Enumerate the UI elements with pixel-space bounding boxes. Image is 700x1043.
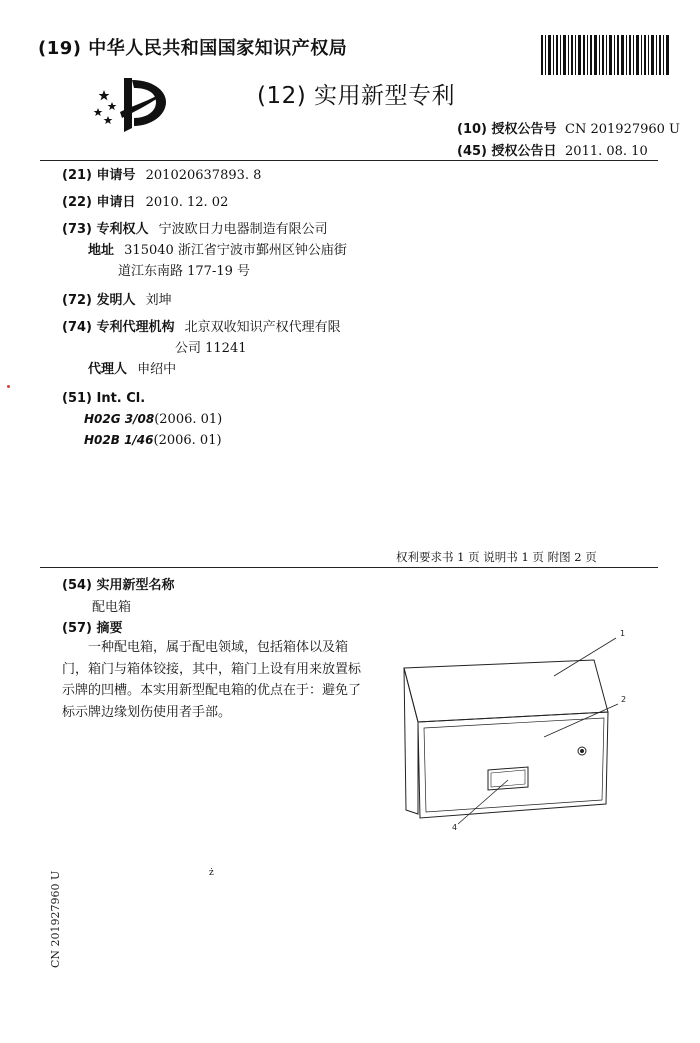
document-type: (12) 实用新型专利	[257, 83, 456, 109]
title-label: (54) 实用新型名称	[62, 578, 175, 593]
publication-date: 2011. 08. 10	[565, 144, 648, 159]
agent-row	[88, 360, 176, 380]
figure-label-2: 2	[621, 695, 627, 704]
stray-mark: ż	[209, 868, 214, 878]
ipc-item	[84, 409, 222, 430]
agent-label: 代理人	[88, 362, 128, 377]
side-publication-text: CN 201927960 U	[49, 870, 62, 968]
ipc-item	[84, 430, 222, 451]
agency-row	[62, 318, 341, 338]
figure-label-1: 1	[620, 629, 626, 638]
cnipa-logo	[90, 72, 172, 134]
application-number-row	[62, 166, 261, 186]
box-door	[418, 712, 608, 818]
page-count-line: 权利要求书 1 页 说明书 1 页 附图 2 页	[396, 550, 597, 564]
ipc-code: H02B 1/46	[84, 433, 154, 447]
barcode	[541, 35, 669, 75]
stray-red-dot	[7, 385, 10, 388]
ipc-label	[62, 389, 145, 409]
agency-label: (74) 专利代理机构	[62, 320, 175, 335]
application-date-label: (22) 申请日	[62, 195, 136, 210]
abstract-text: 一种配电箱，属于配电领域，包括箱体以及箱门，箱门与箱体铰接，其中，箱门上设有用来放置标示牌的凹槽。本实用新型配电箱的优点在于：避免了标示牌边缘划伤使用者手部。	[62, 640, 362, 720]
publication-number: CN 201927960 U	[565, 122, 681, 137]
leader-line-4	[458, 780, 508, 824]
agency-line-2: 公司 11241	[175, 341, 247, 356]
abstract-divider	[40, 567, 658, 568]
ipc-year: (2006. 01)	[153, 433, 222, 448]
ipc-code: H02G 3/08	[84, 412, 155, 426]
publication-number-label: (10) 授权公告号	[457, 122, 557, 137]
inventor-label: (72) 发明人	[62, 293, 136, 308]
inventor-row	[62, 291, 172, 311]
ipc-label-text: (51) Int. Cl.	[62, 391, 146, 406]
patentee-row	[62, 220, 328, 240]
address-line-1: 315040 浙江省宁波市鄞州区钟公庙街	[124, 243, 347, 258]
patentee: 宁波欧日力电器制造有限公司	[158, 222, 328, 237]
abstract-label: (57) 摘要	[62, 621, 123, 636]
agency-line-1: 北京双收知识产权代理有限	[184, 320, 341, 335]
publication-number-row	[457, 120, 680, 140]
distribution-box-figure	[396, 624, 646, 839]
publication-date-label: (45) 授权公告日	[457, 144, 557, 159]
box-left-face	[404, 668, 418, 814]
agent: 申绍中	[137, 362, 177, 377]
address-line-2: 道江东南路 177-19 号	[118, 264, 251, 279]
office-header: (19) 中华人民共和国国家知识产权局	[38, 38, 348, 59]
utility-model-title: 配电箱	[92, 600, 132, 615]
box-door-inner-edge	[424, 718, 604, 812]
application-date: 2010. 12. 02	[145, 195, 229, 210]
inventor: 刘坤	[145, 293, 172, 308]
ipc-year: (2006. 01)	[154, 412, 223, 427]
publication-date-row	[457, 142, 648, 162]
header-divider	[40, 160, 658, 161]
box-top-face	[404, 660, 608, 722]
side-publication-number	[45, 860, 65, 970]
application-number: 201020637893. 8	[145, 168, 262, 183]
application-number-label: (21) 申请号	[62, 168, 136, 183]
leader-line-1	[554, 638, 616, 676]
address-label: 地址	[88, 243, 115, 258]
figure-label-4: 4	[452, 823, 458, 832]
patentee-label: (73) 专利权人	[62, 222, 149, 237]
application-date-row	[62, 193, 228, 213]
address-row	[88, 241, 347, 261]
